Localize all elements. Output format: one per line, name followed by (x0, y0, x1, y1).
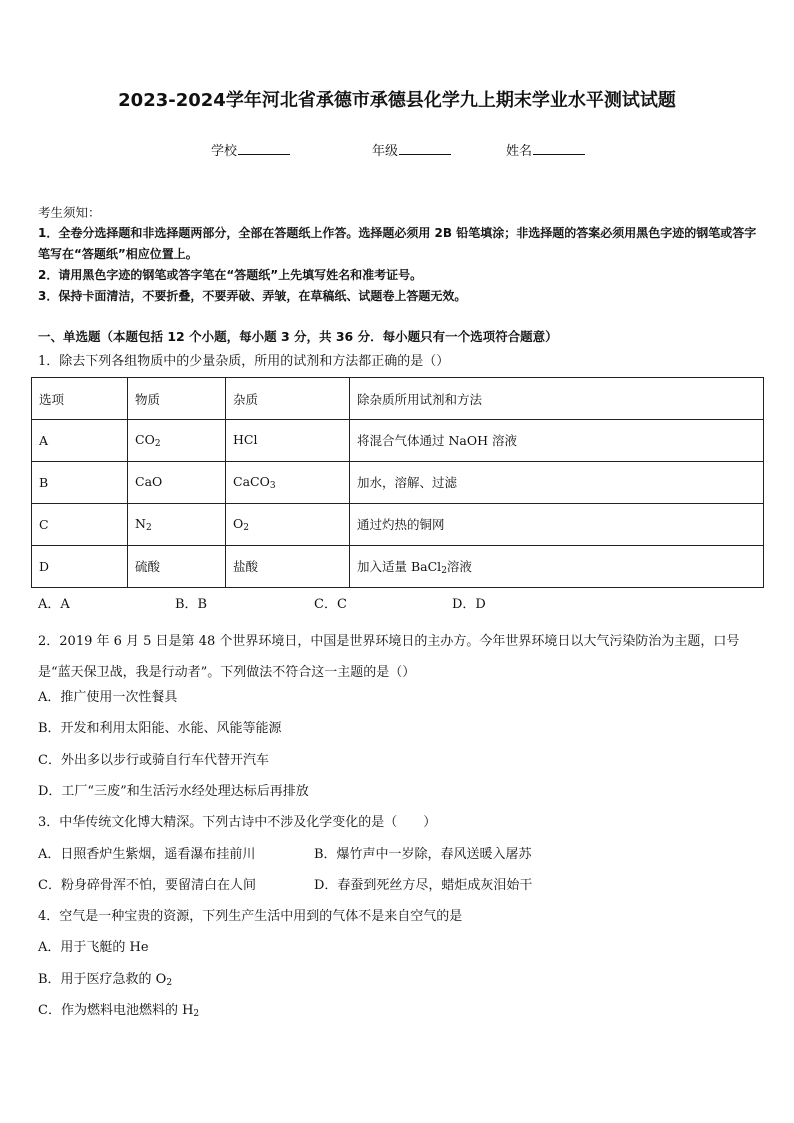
subscript: 2 (154, 439, 161, 449)
table-header-row (32, 378, 764, 420)
question-2-stem: 2．2019 年 6 月 5 日是第 48 个世界环境日，中国是世界环境日的主办方。今年世界环境日以大气污染防治为主题，口号是“蓝天保卫战，我是行动者”。下列做法不符合这一主题的是（） (38, 634, 740, 680)
page-title: 2023-2024学年河北省承德市承德县化学九上期末学业水平测试试题 (118, 90, 676, 111)
table-cell: A (32, 420, 128, 462)
question-3-stem: 3．中华传统文化博大精深。下列古诗中不涉及化学变化的是（ ） (38, 815, 437, 830)
header-cell: 选项 (32, 378, 128, 420)
subscript: 2 (145, 523, 152, 533)
formula: O (233, 516, 244, 531)
header-cell: 物质 (128, 378, 226, 420)
table-cell (226, 462, 350, 504)
method-text: 通过灼热的铜网 (357, 517, 445, 532)
section-heading: 一、单选题（本题包括 12 个小题，每小题 3 分，共 36 分．每小题只有一个选项符合题意） (38, 329, 558, 344)
formula: HCl (233, 432, 258, 447)
table-cell: B (32, 462, 128, 504)
method-text: 加水，溶解、过滤 (357, 475, 458, 490)
notes-heading: 考生须知： (38, 205, 101, 220)
note-item: 3．保持卡面清洁，不要折叠，不要弄破、弄皱，在草稿纸、试题卷上答题无效。 (38, 289, 467, 303)
subscript: 2 (166, 978, 173, 988)
method-text: 将混合气体通过 NaOH 溶液 (357, 433, 517, 448)
question-3-options-row-2 (38, 876, 758, 896)
grade-field (372, 140, 451, 159)
option-a (38, 938, 758, 961)
table-cell (226, 504, 350, 546)
exam-notes (38, 202, 760, 307)
option-c (38, 1001, 758, 1024)
option-b: B．开发和利用太阳能、水能、风能等能源 (38, 721, 282, 736)
note-item: 1．全卷分选择题和非选择题两部分，全部在答题纸上作答。选择题必须用 2B 铅笔填涂；非选择题的答案必须用黑色字迹的钢笔或答字笔写在“答题纸”相应位置上。 (38, 226, 757, 261)
option-c: C．粉身碎骨浑不怕，要留清白在人间 (38, 878, 256, 893)
option-text: B．用于医疗急救的 O (38, 972, 167, 987)
note-item: 2．请用黑色字迹的钢笔或答字笔在“答题纸”上先填写姓名和准考证号。 (38, 268, 423, 282)
option-text: A．用于飞艇的 He (38, 940, 149, 955)
subscript: 2 (243, 523, 249, 533)
school-label: 学校 (211, 144, 238, 159)
question-3-options-row-1 (38, 845, 758, 865)
formula: 盐酸 (233, 559, 259, 574)
subscript: 2 (193, 1009, 200, 1019)
header-cell: 杂质 (226, 378, 350, 420)
option-a: A．A (38, 597, 70, 612)
name-label: 姓名 (506, 144, 533, 159)
grade-blank (399, 142, 451, 155)
table-row (32, 546, 764, 588)
table-cell (128, 462, 226, 504)
method-text: 加入适量 BaCl (357, 559, 442, 574)
option-d: D．工厂“三废”和生活污水经处理达标后再排放 (38, 784, 309, 799)
option-b (38, 970, 758, 993)
option-a: A．日照香炉生紫烟，遥看瀑布挂前川 (38, 847, 256, 862)
table-cell (128, 420, 226, 462)
table-row (32, 462, 764, 504)
table-cell (226, 546, 350, 588)
table-cell: D (32, 546, 128, 588)
table-cell (350, 504, 764, 546)
table-cell (350, 420, 764, 462)
question-1-table (31, 377, 764, 588)
method-suffix: 溶液 (446, 559, 472, 574)
option-c: C．C (314, 597, 347, 612)
subscript: 2 (441, 566, 447, 576)
grade-label: 年级 (372, 144, 399, 159)
table-cell (128, 546, 226, 588)
formula: CO (135, 432, 155, 447)
table-cell (128, 504, 226, 546)
option-d: D．春蚕到死丝方尽，蜡炬成灰泪始干 (314, 878, 533, 893)
option-b: B．B (175, 597, 208, 612)
subscript: 3 (269, 481, 276, 491)
name-field (506, 140, 585, 159)
name-blank (533, 142, 585, 155)
table-cell (350, 462, 764, 504)
formula: 硫酸 (135, 559, 161, 574)
option-b: B．爆竹声中一岁除，春风送暖入屠苏 (314, 847, 532, 862)
option-text: C．作为燃料电池燃料的 H (38, 1003, 194, 1018)
question-1-options (38, 595, 758, 615)
school-field (211, 140, 290, 159)
school-blank (238, 142, 290, 155)
formula: CaCO (233, 474, 270, 489)
option-c: C．外出多以步行或骑自行车代替开汽车 (38, 753, 269, 768)
question-4-stem: 4．空气是一种宝贵的资源，下列生产生活中用到的气体不是来自空气的是 (38, 909, 463, 924)
table-cell (350, 546, 764, 588)
option-a: A．推广使用一次性餐具 (38, 690, 178, 705)
table-row (32, 420, 764, 462)
table-cell: C (32, 504, 128, 546)
formula: N (135, 516, 146, 531)
header-cell: 除杂质所用试剂和方法 (350, 378, 764, 420)
formula: CaO (135, 474, 163, 489)
table-cell (226, 420, 350, 462)
table-row (32, 504, 764, 546)
option-d: D．D (452, 597, 486, 612)
question-1-stem: 1．除去下列各组物质中的少量杂质，所用的试剂和方法都正确的是（） (38, 354, 450, 369)
